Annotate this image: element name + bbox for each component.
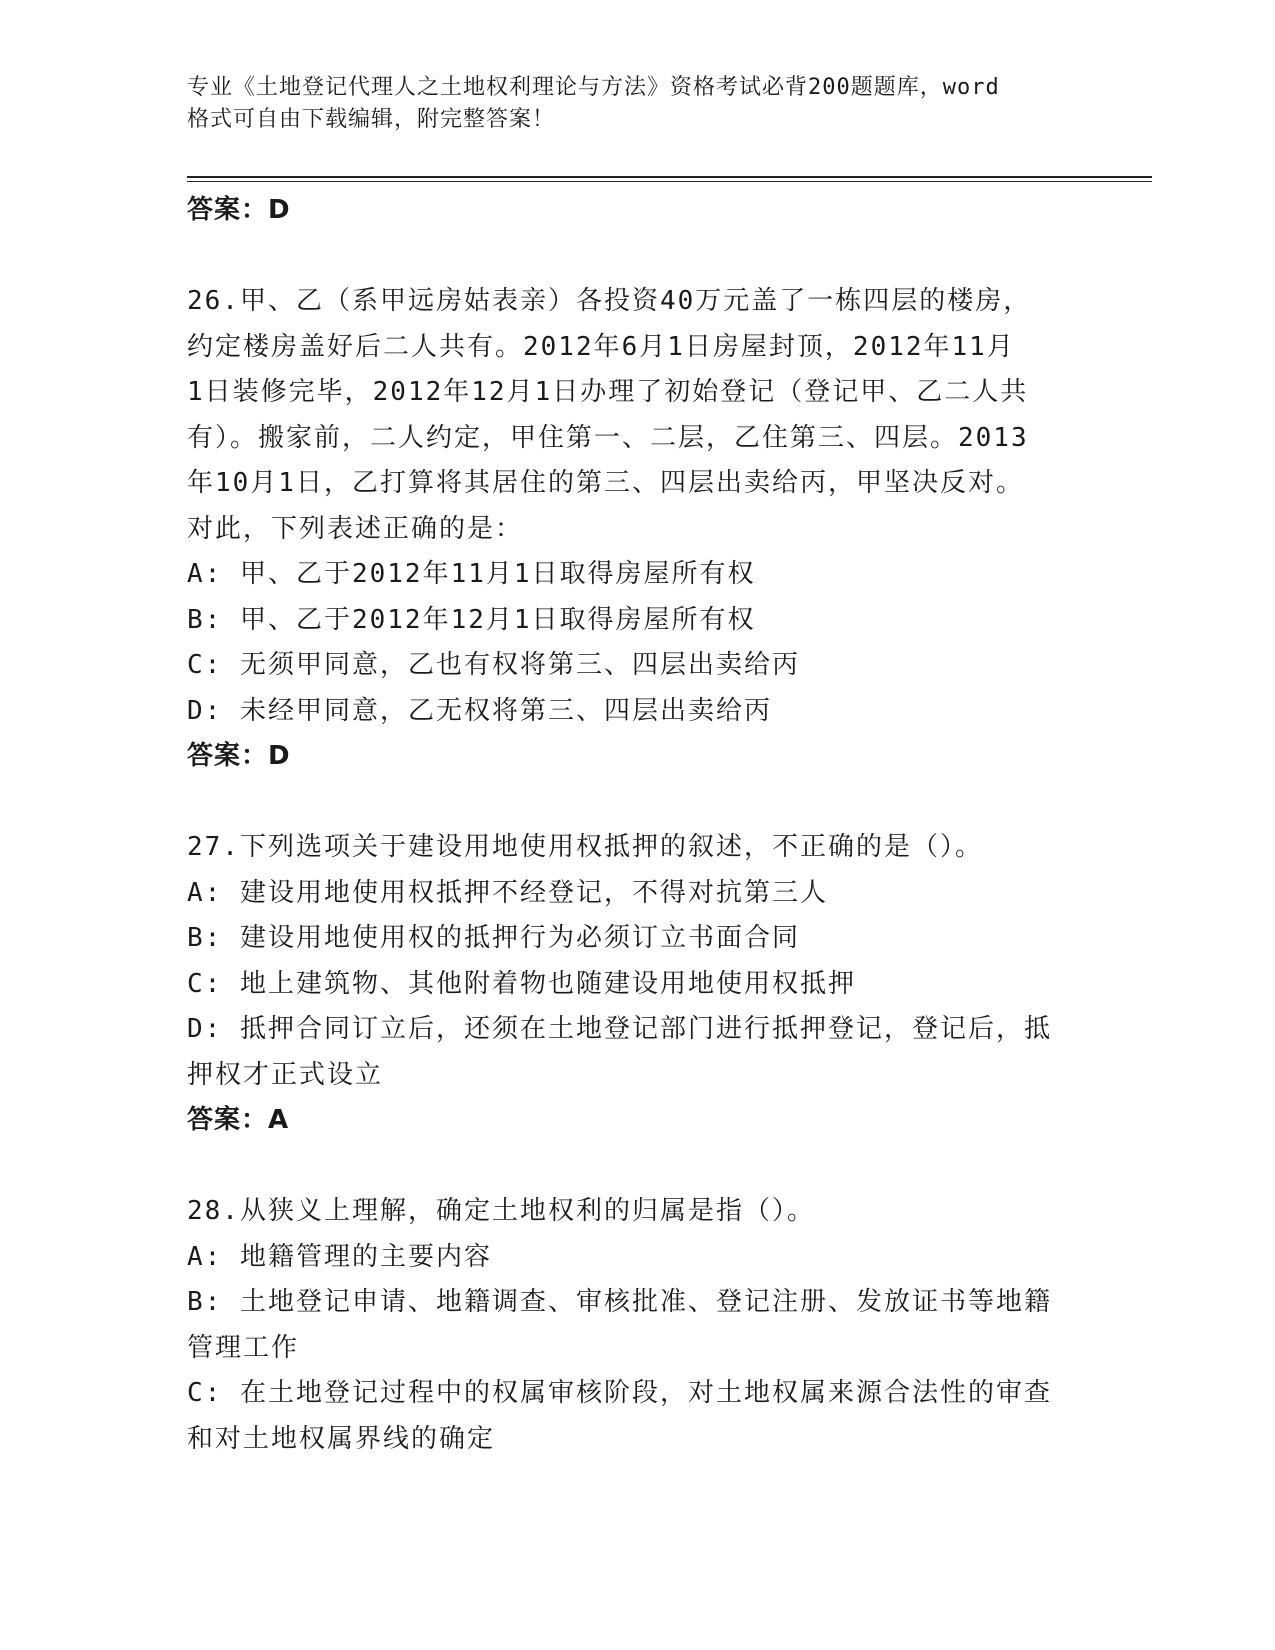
- question-text-line: 年10月1日，乙打算将其居住的第三、四层出卖给丙，甲坚决反对。: [187, 468, 1024, 498]
- question-text-line: 27.下列选项关于建设用地使用权抵押的叙述，不正确的是（）。: [187, 832, 983, 862]
- spacer: [187, 780, 1087, 826]
- question-27: [187, 825, 1087, 1144]
- option-a: A: 地籍管理的主要内容: [187, 1241, 492, 1272]
- page-header: [187, 72, 1067, 136]
- option-c: C: 地上建筑物、其他附着物也随建设用地使用权抵押: [187, 968, 856, 999]
- option-d: D: 未经甲同意，乙无权将第三、四层出卖给丙: [187, 695, 772, 726]
- option-d-continued: 押权才正式设立: [187, 1059, 384, 1090]
- answer-previous: 答案：D: [187, 195, 291, 225]
- question-text-line: 有）。搬家前，二人约定，甲住第一、二层，乙住第三、四层。2013: [187, 422, 1029, 453]
- header-rule-thin: [187, 181, 1152, 182]
- question-26: [187, 279, 1087, 780]
- question-text-line: 28.从狭义上理解，确定土地权利的归属是指（）。: [187, 1196, 815, 1226]
- header-rule-thick: [187, 176, 1152, 178]
- question-text-line: 26.甲、乙（系甲远房姑表亲）各投资40万元盖了一栋四层的楼房，: [187, 286, 1032, 316]
- answer-26: 答案：D: [187, 741, 291, 771]
- answer-27: 答案：A: [187, 1105, 290, 1135]
- option-a: A: 甲、乙于2012年11月1日取得房屋所有权: [187, 559, 756, 589]
- question-28: [187, 1189, 1087, 1462]
- question-text-line: 对此，下列表述正确的是：: [187, 513, 524, 544]
- header-line-1: 专业《土地登记代理人之土地权利理论与方法》资格考试必背200题题库，word: [187, 75, 1000, 100]
- document-body: [187, 188, 1087, 1462]
- option-c-continued: 和对土地权属界线的确定: [187, 1423, 496, 1454]
- option-d: D: 抵押合同订立后，还须在土地登记部门进行抵押登记，登记后，抵: [187, 1014, 1052, 1044]
- option-a: A: 建设用地使用权抵押不经登记，不得对抗第三人: [187, 877, 828, 908]
- question-text-line: 约定楼房盖好后二人共有。2012年6月1日房屋封顶，2012年11月: [187, 331, 1015, 362]
- option-b-continued: 管理工作: [187, 1332, 300, 1363]
- question-text-line: 1日装修完毕，2012年12月1日办理了初始登记（登记甲、乙二人共: [187, 377, 1029, 407]
- option-b: B: 甲、乙于2012年12月1日取得房屋所有权: [187, 604, 756, 635]
- option-b: B: 建设用地使用权的抵押行为必须订立书面合同: [187, 923, 800, 953]
- header-line-2: 格式可自由下载编辑，附完整答案！: [187, 107, 556, 132]
- spacer: [187, 234, 1087, 280]
- option-c: C: 无须甲同意，乙也有权将第三、四层出卖给丙: [187, 650, 800, 680]
- spacer: [187, 1144, 1087, 1190]
- option-b: B: 土地登记申请、地籍调查、审核批准、登记注册、发放证书等地籍: [187, 1287, 1052, 1317]
- option-c: C: 在土地登记过程中的权属审核阶段，对土地权属来源合法性的审查: [187, 1378, 1052, 1408]
